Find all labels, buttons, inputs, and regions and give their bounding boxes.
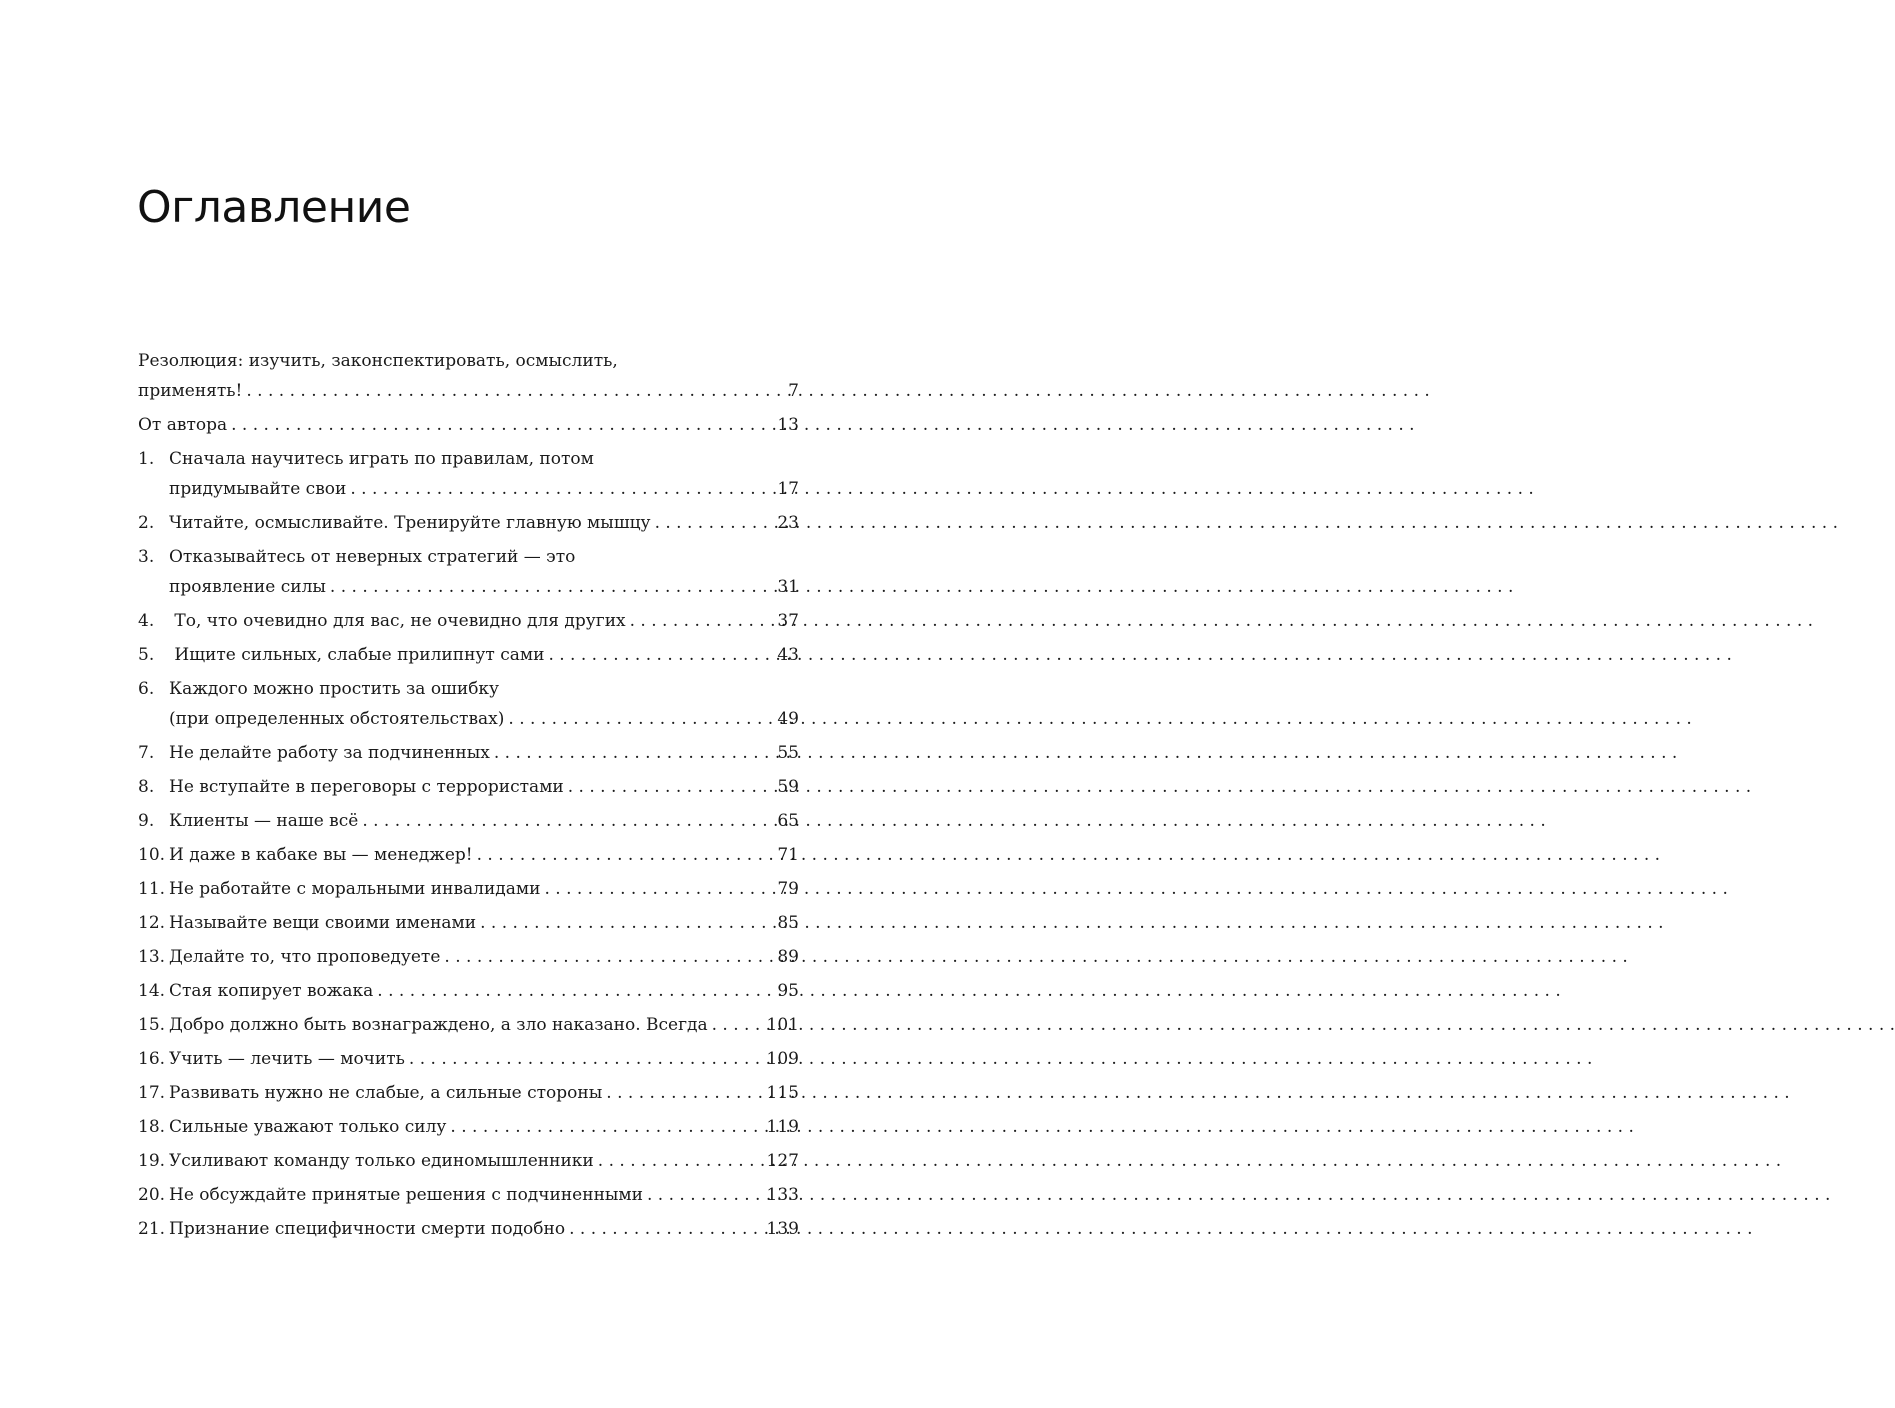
toc-entry-number: 14.: [138, 981, 166, 1001]
toc-entry-title: Стая копирует вожака: [169, 981, 374, 1001]
toc-entry-page-number: 101: [766, 1015, 799, 1035]
toc-entry[interactable]: [138, 410, 799, 440]
page-title: Оглавление: [137, 182, 411, 233]
toc-entry[interactable]: [138, 674, 799, 734]
toc-entry-number: 19.: [138, 1151, 166, 1171]
toc-entry-title: Не вступайте в переговоры с террористами: [169, 777, 564, 797]
toc-entry[interactable]: [138, 1112, 799, 1142]
toc-entry-page-number: 37: [777, 611, 799, 631]
toc-entry-page-number: 49: [777, 709, 799, 729]
toc-entry-page-number: 89: [777, 947, 799, 967]
toc-entry-title: Сильные уважают только силу: [169, 1117, 447, 1137]
toc-entry-page-number: 95: [777, 981, 799, 1001]
toc-entry-title-line1: Сначала научитесь играть по правилам, потом: [169, 449, 594, 469]
toc-entry-title: Клиенты — наше всё: [169, 811, 359, 831]
dot-leader: [246, 376, 771, 406]
toc-entry-title: придумывайте свои: [169, 479, 347, 499]
toc-entry-number: 15.: [138, 1015, 166, 1035]
toc-entry-title: Не работайте с моральными инвалидами: [169, 879, 541, 899]
dot-leader: [409, 1044, 761, 1074]
toc-entry[interactable]: [138, 738, 799, 768]
toc-entry[interactable]: [138, 1180, 799, 1210]
toc-entry-page-number: 7: [788, 381, 799, 401]
dot-leader: [450, 1112, 760, 1142]
toc-entry-page-number: 133: [766, 1185, 799, 1205]
toc-entry-number: 7.: [138, 743, 155, 763]
toc-entry-page-number: 85: [777, 913, 799, 933]
dot-leader: [508, 704, 771, 734]
toc-entry-title-line1: Каждого можно простить за ошибку: [169, 679, 500, 699]
toc-entry-number: 5.: [138, 645, 155, 665]
toc-entry-title: Называйте вещи своими именами: [169, 913, 477, 933]
dot-leader: [494, 738, 771, 768]
toc-entry-number: 18.: [138, 1117, 166, 1137]
toc-entry[interactable]: [138, 942, 799, 972]
toc-entry-number: 1.: [138, 449, 155, 469]
toc-entry-title: Усиливают команду только единомышленники: [169, 1151, 594, 1171]
toc-entry-number: 20.: [138, 1185, 166, 1205]
toc-entry[interactable]: [138, 976, 799, 1006]
toc-entry-title: От автора: [138, 415, 228, 435]
toc-entry-title: (при определенных обстоятельствах): [169, 709, 505, 729]
toc-entry-number: 8.: [138, 777, 155, 797]
dot-leader: [350, 474, 771, 504]
toc-entry-number: 9.: [138, 811, 155, 831]
toc-entry-page-number: 17: [777, 479, 799, 499]
toc-entry-title: Добро должно быть вознаграждено, а зло наказано. Всегда: [169, 1015, 708, 1035]
toc-entry-title-line1: Резолюция: изучить, законспектировать, осмыслить,: [138, 351, 618, 371]
toc-entry-number: 13.: [138, 947, 166, 967]
toc-entry-number: 17.: [138, 1083, 166, 1103]
toc-entry-page-number: 55: [777, 743, 799, 763]
dot-leader: [362, 806, 771, 836]
toc-entry-title: И даже в кабаке вы — менеджер!: [169, 845, 473, 865]
toc-entry-page-number: 109: [766, 1049, 799, 1069]
dot-leader: [655, 508, 771, 538]
toc-entry-number: 3.: [138, 547, 155, 567]
toc-entry-number: 4.: [138, 611, 155, 631]
toc-entry-title: Не делайте работу за подчиненных: [169, 743, 490, 763]
dot-leader: [598, 1146, 761, 1176]
toc-entry-title-line1: Отказывайтесь от неверных стратегий — это: [169, 547, 576, 567]
toc-entry-title: Развивать нужно не слабые, а сильные стороны: [169, 1083, 603, 1103]
dot-leader: [330, 572, 771, 602]
toc-entry-title: Признание специфичности смерти подобно: [169, 1219, 566, 1239]
toc-entry[interactable]: [138, 1214, 799, 1244]
toc-entry-page-number: 65: [777, 811, 799, 831]
dot-leader: [568, 772, 771, 802]
dot-leader: [548, 640, 771, 670]
toc-entry[interactable]: [138, 1010, 799, 1040]
table-of-contents: [138, 346, 799, 1248]
dot-leader: [647, 1180, 761, 1210]
toc-entry[interactable]: [138, 806, 799, 836]
toc-entry-number: 11.: [138, 879, 166, 899]
dot-leader: [606, 1078, 760, 1108]
toc-entry-number: 10.: [138, 845, 166, 865]
toc-entry-page-number: 13: [777, 415, 799, 435]
toc-entry-page-number: 43: [777, 645, 799, 665]
toc-entry-title: Читайте, осмысливайте. Тренируйте главную мышцу: [169, 513, 651, 533]
toc-entry-page-number: 59: [777, 777, 799, 797]
dot-leader: [569, 1214, 760, 1244]
toc-entry[interactable]: [138, 1146, 799, 1176]
toc-entry-number: 2.: [138, 513, 155, 533]
toc-entry-title: Не обсуждайте принятые решения с подчиненными: [169, 1185, 643, 1205]
toc-entry-number: 6.: [138, 679, 155, 699]
dot-leader: [712, 1010, 761, 1040]
dot-leader: [630, 606, 771, 636]
toc-entry-title: применять!: [138, 381, 243, 401]
dot-leader: [480, 908, 771, 938]
dot-leader: [477, 840, 771, 870]
toc-entry[interactable]: [138, 908, 799, 938]
dot-leader: [544, 874, 771, 904]
toc-entry[interactable]: [138, 772, 799, 802]
toc-entry-number: 21.: [138, 1219, 166, 1239]
toc-entry-page-number: 115: [766, 1083, 799, 1103]
toc-entry[interactable]: [138, 874, 799, 904]
toc-entry-page-number: 127: [766, 1151, 799, 1171]
toc-entry[interactable]: [138, 840, 799, 870]
toc-entry-title: Делайте то, что проповедуете: [169, 947, 441, 967]
toc-entry-title: проявление силы: [169, 577, 326, 597]
toc-entry-title: То, что очевидно для вас, не очевидно для других: [169, 611, 626, 631]
toc-entry-page-number: 139: [766, 1219, 799, 1239]
toc-entry[interactable]: [138, 1078, 799, 1108]
toc-entry-number: 16.: [138, 1049, 166, 1069]
toc-entry-page-number: 71: [777, 845, 799, 865]
toc-entry-page-number: 119: [766, 1117, 799, 1137]
toc-entry[interactable]: [138, 508, 799, 538]
dot-leader: [377, 976, 771, 1006]
toc-entry-page-number: 31: [777, 577, 799, 597]
toc-entry-page-number: 79: [777, 879, 799, 899]
dot-leader: [444, 942, 771, 972]
toc-entry[interactable]: [138, 542, 799, 602]
toc-entry-title: Ищите сильных, слабые прилипнут сами: [169, 645, 545, 665]
toc-entry[interactable]: [138, 1044, 799, 1074]
toc-entry[interactable]: [138, 444, 799, 504]
dot-leader: [231, 410, 771, 440]
toc-entry[interactable]: [138, 606, 799, 636]
toc-entry-number: 12.: [138, 913, 166, 933]
toc-entry[interactable]: [138, 640, 799, 670]
toc-entry-page-number: 23: [777, 513, 799, 533]
toc-entry-title: Учить — лечить — мочить: [169, 1049, 405, 1069]
toc-entry[interactable]: [138, 346, 799, 406]
